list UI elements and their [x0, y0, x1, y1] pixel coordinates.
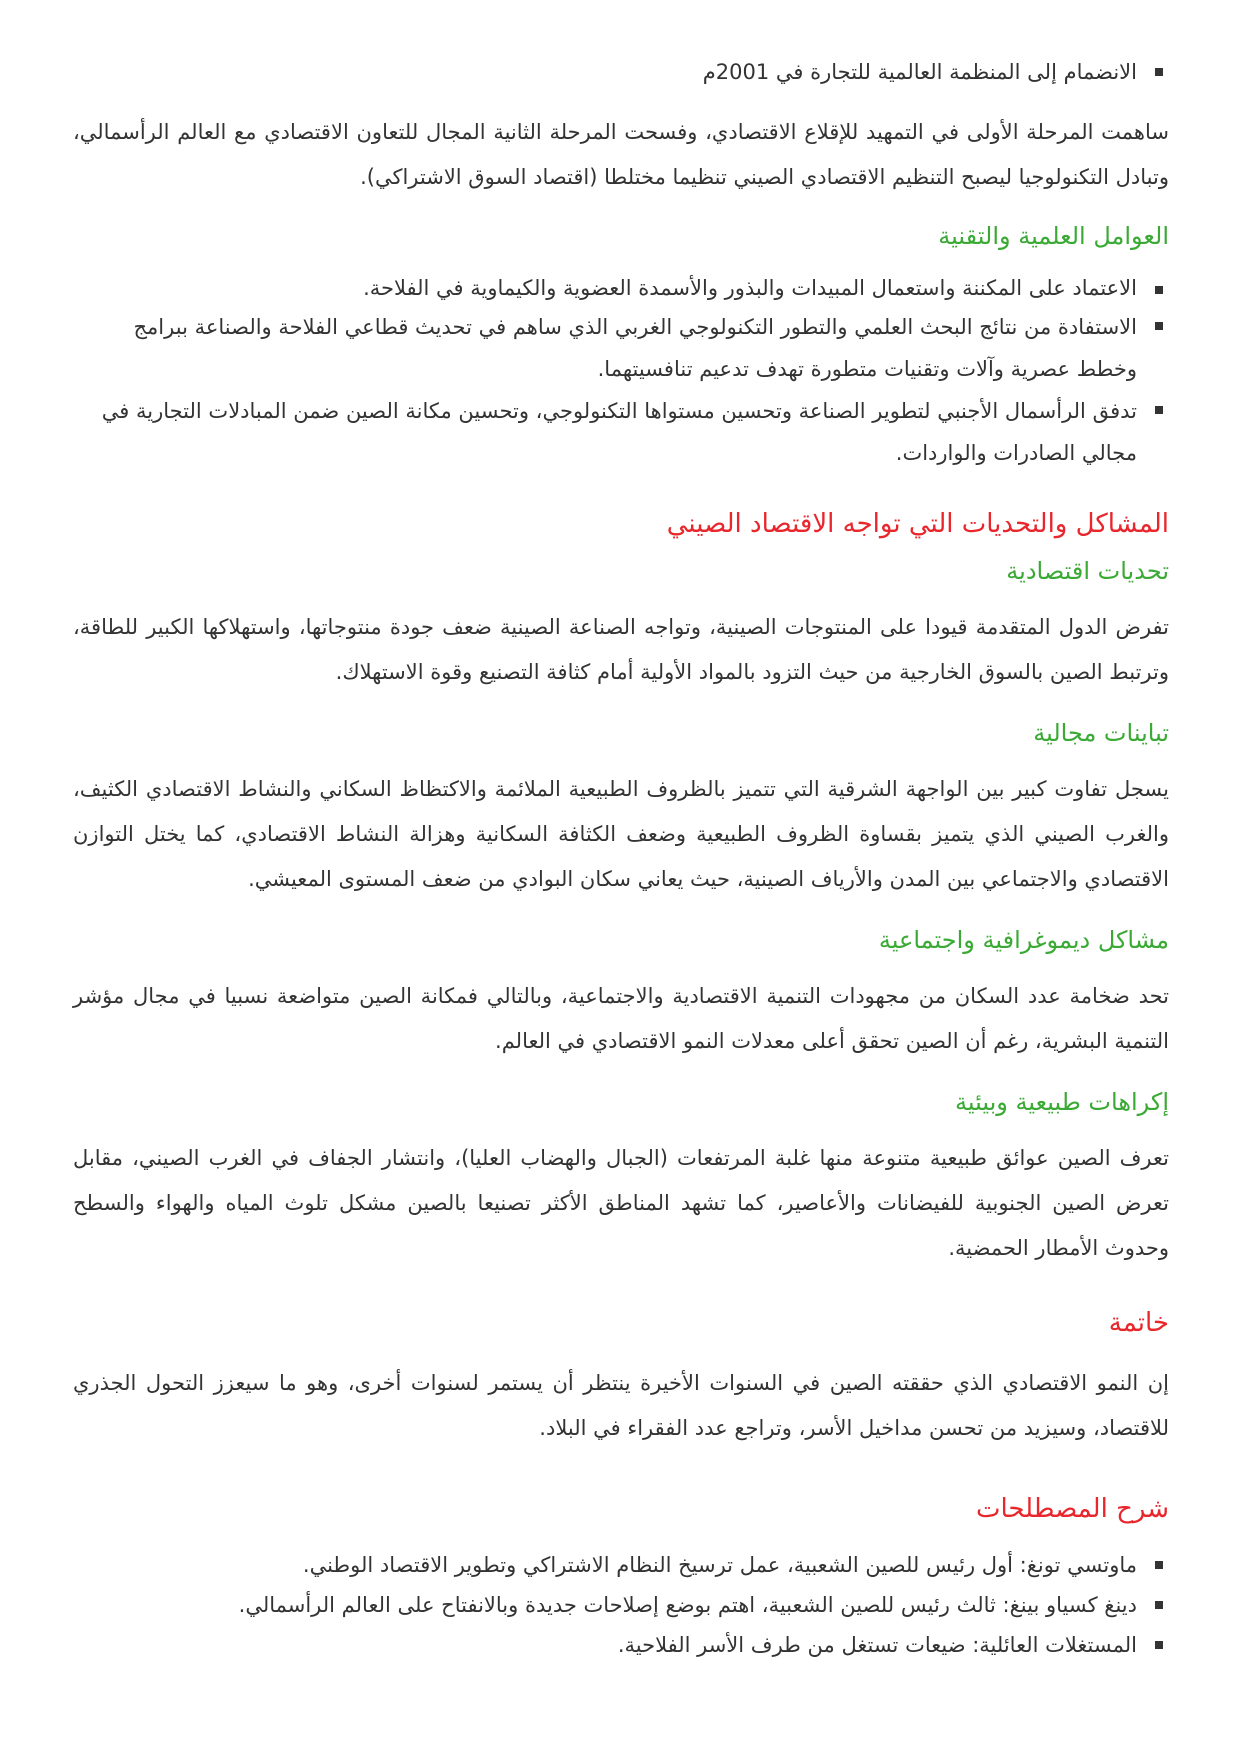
section-heading-conclusion: خاتمة [1108, 1308, 1169, 1338]
bullet-item: تدفق الرأسمال الأجنبي لتطوير الصناعة وتحسين مستواها التكنولوجي، وتحسين مكانة الصين ضمن المبادلات التجارية في مجالي الصادرات والواردات. [73, 390, 1137, 474]
glossary-list [73, 1545, 1169, 1665]
document-page [73, 52, 1169, 1665]
natural-paragraph: تعرف الصين عوائق طبيعية متنوعة منها غلبة المرتفعات (الجبال والهضاب العليا)، وانتشار الجفاف في الغرب الصيني، مقابل تعرض الصين الجنوبية للفيضانات والأعاصير، كما تشهد المناطق الأكثر تصنيعا بالصين مشكل تلوث المياه والهواء والسطح وحدوث الأمطار الحمضية. [73, 1146, 1169, 1260]
bullet-item: الاستفادة من نتائج البحث العلمي والتطور التكنولوجي الغربي الذي ساهم في تحديث قطاعي الفلاحة والصناعة ببرامج وخطط عصرية وآلات وتقنيات متطورة تهدف تدعيم تنافسيتهما. [73, 306, 1137, 390]
conclusion-paragraph: إن النمو الاقتصادي الذي حققته الصين في السنوات الأخيرة ينتظر أن يستمر لسنوات أخرى، وهو ما سيعزز التحول الجذري للاقتصاد، وسيزيد من تحسن مداخيل الأسر، وتراجع عدد الفقراء في البلاد. [73, 1371, 1169, 1440]
glossary-item: ماوتسي تونغ: أول رئيس للصين الشعبية، عمل ترسيخ النظام الاشتراكي وتطوير الاقتصاد الوطني. [73, 1545, 1137, 1585]
section-heading-spatial: تباينات مجالية [1033, 719, 1169, 747]
glossary-item: دينغ كسياو بينغ: ثالث رئيس للصين الشعبية، اهتم بوضع إصلاحات جديدة وبالانفتاح على العالم الرأسمالي. [73, 1585, 1137, 1625]
demographic-paragraph: تحد ضخامة عدد السكان من مجهودات التنمية الاقتصادية والاجتماعية، وبالتالي فمكانة الصين متواضعة نسبيا في مجال مؤشر التنمية البشرية، رغم أن الصين تحقق أعلى معدلات النمو الاقتصادي في العالم. [73, 984, 1169, 1053]
section-heading-economic: تحديات اقتصادية [1006, 557, 1169, 585]
science-factors-list [73, 270, 1169, 474]
spatial-paragraph: يسجل تفاوت كبير بين الواجهة الشرقية التي تتميز بالظروف الطبيعية الملائمة والاكتظاظ السكاني والنشاط الاقتصادي الكثيف، والغرب الصيني الذي يتميز بقساوة الظروف الطبيعية وضعف الكثافة السكانية وهزالة النشاط الاقتصادي، كما يختل التوازن الاقتصادي والاجتماعي بين المدن والأرياف الصينية، حيث يعاني سكان البوادي من ضعف المستوى المعيشي. [73, 777, 1169, 891]
bullet-item: الانضمام إلى المنظمة العالمية للتجارة في 2001م [73, 52, 1137, 92]
glossary-item: المستغلات العائلية: ضيعات تستغل من طرف الأسر الفلاحية. [73, 1625, 1137, 1665]
intro-bullet-list [73, 52, 1169, 92]
economic-paragraph: تفرض الدول المتقدمة قيودا على المنتوجات الصينية، وتواجه الصناعة الصينية ضعف جودة منتوجاتها، واستهلاكها الكبير للطاقة، وترتبط الصين بالسوق الخارجية من حيث التزود بالمواد الأولية أمام كثافة التصنيع وقوة الاستهلاك. [73, 615, 1169, 684]
section-heading-demographic: مشاكل ديموغرافية واجتماعية [878, 926, 1169, 954]
bullet-item: الاعتماد على المكننة واستعمال المبيدات والبذور والأسمدة العضوية والكيماوية في الفلاحة. [73, 270, 1137, 306]
section-heading-glossary: شرح المصطلحات [975, 1494, 1169, 1524]
section-heading-natural: إكراهات طبيعية وبيئية [955, 1088, 1169, 1116]
section-heading-science: العوامل العلمية والتقنية [938, 222, 1169, 250]
section-heading-problems: المشاكل والتحديات التي تواجه الاقتصاد الصيني [666, 509, 1169, 539]
intro-paragraph: ساهمت المرحلة الأولى في التمهيد للإقلاع الاقتصادي، وفسحت المرحلة الثانية المجال للتعاون الاقتصادي مع العالم الرأسمالي، وتبادل التكنولوجيا ليصبح التنظيم الاقتصادي الصيني تنظيما مختلطا (اقتصاد السوق الاشتراكي). [73, 120, 1169, 189]
